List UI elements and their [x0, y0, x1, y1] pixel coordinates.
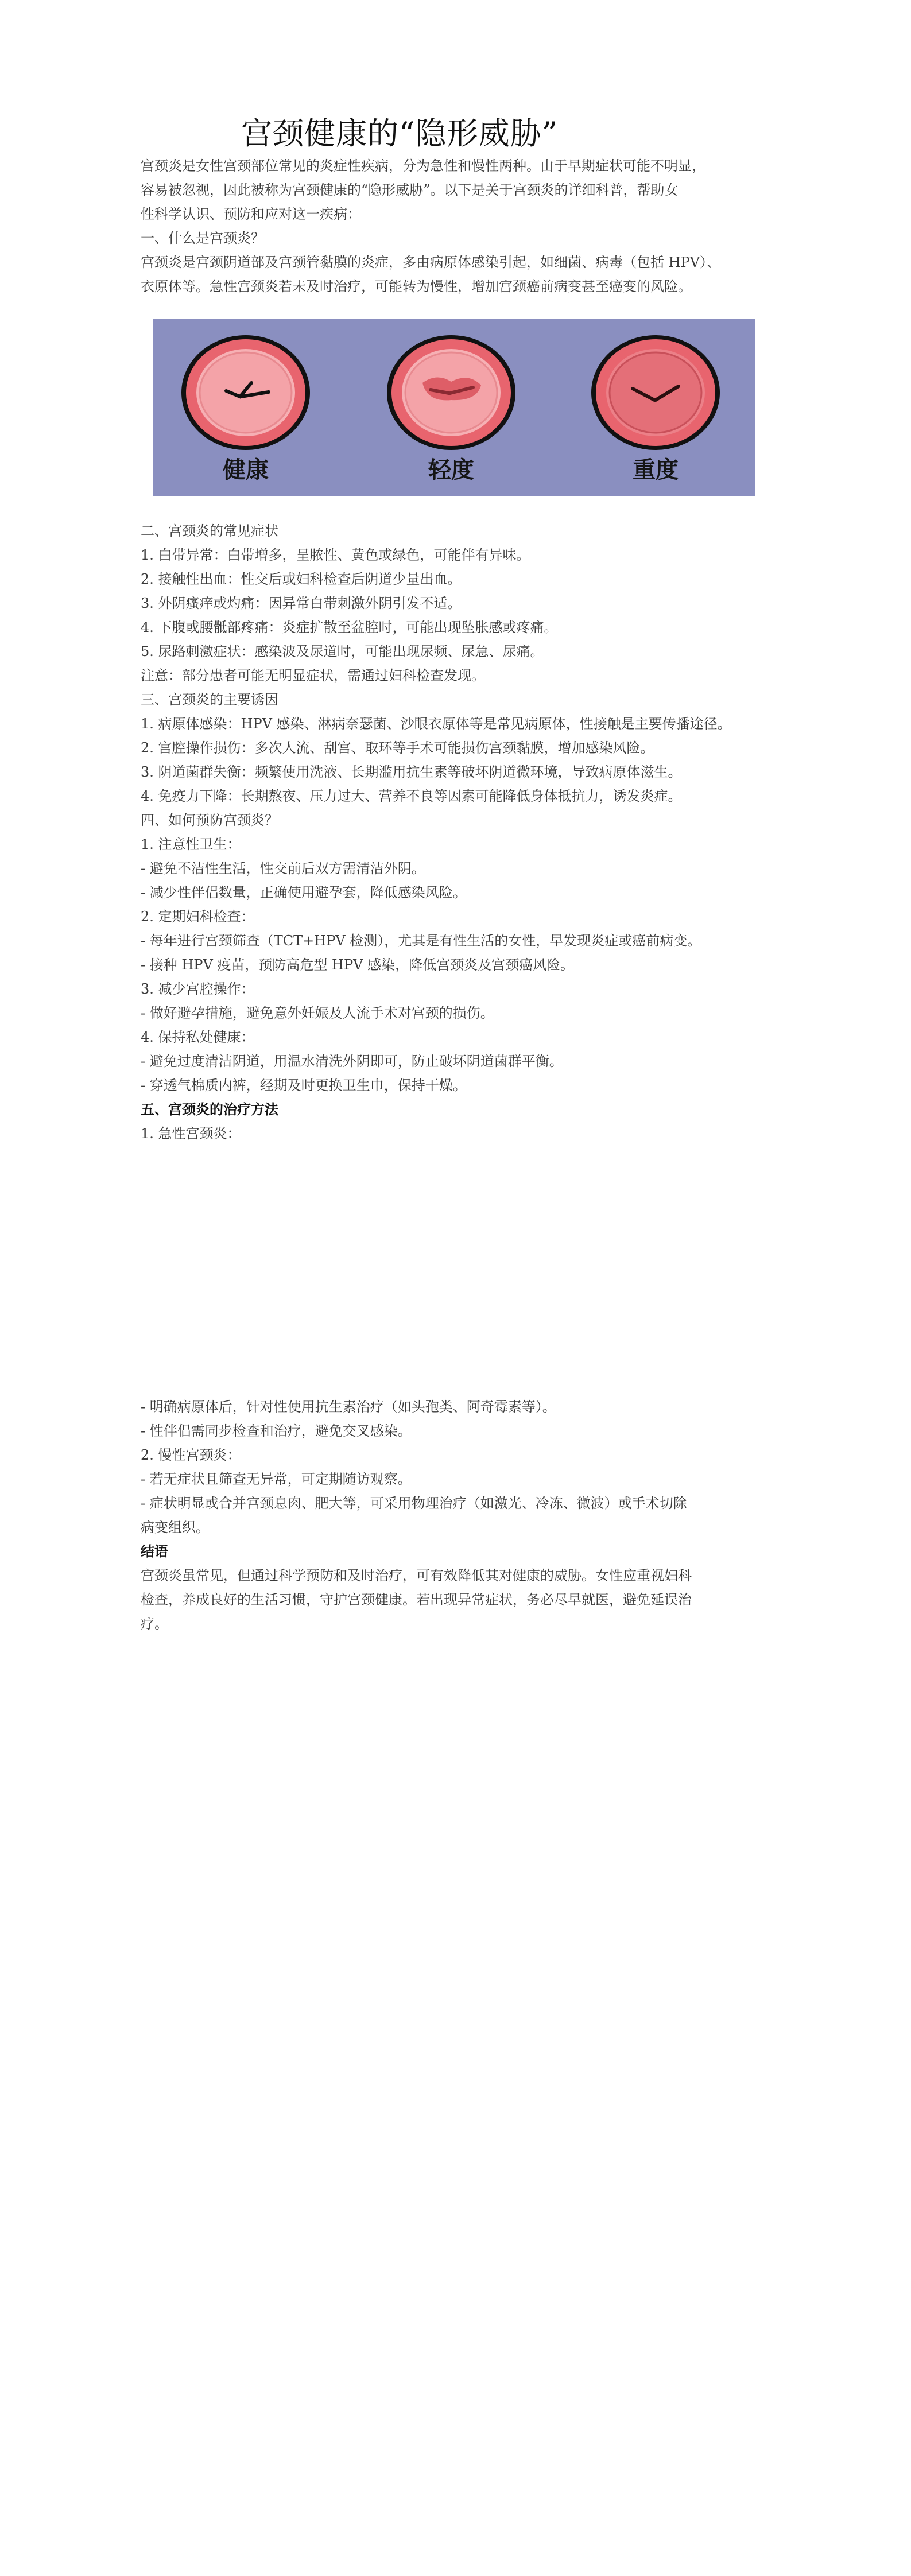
conclusion-line: 宫颈炎虽常见，但通过科学预防和及时治疗，可有效降低其对健康的威胁。女性应重视妇科: [141, 1568, 692, 1584]
list-item: 4. 保持私处健康：: [141, 1029, 255, 1045]
intro-line: 容易被忽视，因此被称为宫颈健康的“隐形威胁”。以下是关于宫颈炎的详细科普，帮助女: [141, 182, 679, 198]
intro-line: 性科学认识、预防和应对这一疾病：: [141, 206, 361, 222]
conclusion-line: 疗。: [141, 1616, 168, 1632]
section-symptoms: [141, 519, 778, 1146]
body-line: 宫颈炎是宫颈阴道部及宫颈管黏膜的炎症，多由病原体感染引起，如细菌、病毒（包括 HPV）、: [141, 254, 721, 270]
list-item: 1. 注意性卫生：: [141, 836, 241, 852]
section-heading: 五、宫颈炎的治疗方法: [141, 1101, 278, 1118]
figure-label-severe: 重度: [633, 457, 679, 483]
list-item: 病变组织。: [141, 1519, 210, 1535]
list-item: - 若无症状且筛查无异常，可定期随访观察。: [141, 1471, 412, 1487]
conclusion-line: 检查，养成良好的生活习惯，守护宫颈健康。若出现异常症状，务必尽早就医，避免延误治: [141, 1592, 692, 1608]
intro-line: 宫颈炎是女性宫颈部位常见的炎症性疾病，分为急性和慢性两种。由于早期症状可能不明显，: [141, 158, 705, 174]
list-item: 3. 阴道菌群失衡：频繁使用洗液、长期滥用抗生素等破坏阴道微环境，导致病原体滋生。: [141, 764, 682, 780]
list-item: 3. 外阴瘙痒或灼痛：因异常白带刺激外阴引发不适。: [141, 595, 462, 611]
severe-cervix-icon: [587, 332, 724, 453]
list-item: 2. 接触性出血：性交后或妇科检查后阴道少量出血。: [141, 571, 462, 587]
conclusion-heading: 结语: [141, 1543, 168, 1559]
list-item: 3. 减少宫腔操作：: [141, 981, 255, 997]
cervix-severity-illustration: [153, 319, 755, 496]
list-item: - 做好避孕措施，避免意外妊娠及人流手术对宫颈的损伤。: [141, 1005, 494, 1021]
section-what-is: [141, 226, 778, 298]
list-item: - 症状明显或合并宫颈息肉、肥大等，可采用物理治疗（如激光、冷冻、微波）或手术切除: [141, 1495, 687, 1511]
mild-cervix-icon: [382, 332, 520, 453]
figure-label-mild: 轻度: [428, 457, 474, 483]
note: 注意：部分患者可能无明显症状，需通过妇科检查发现。: [141, 668, 485, 684]
section-treatment: [141, 1395, 778, 1636]
body-line: 衣原体等。急性宫颈炎若未及时治疗，可能转为慢性，增加宫颈癌前病变甚至癌变的风险。: [141, 278, 692, 294]
list-item: 1. 白带异常：白带增多，呈脓性、黄色或绿色，可能伴有异味。: [141, 547, 530, 563]
list-item: 2. 定期妇科检查：: [141, 909, 255, 925]
section-heading: 三、宫颈炎的主要诱因: [141, 692, 278, 708]
list-item: 2. 慢性宫颈炎：: [141, 1447, 241, 1463]
section-heading: 二、宫颈炎的常见症状: [141, 523, 278, 539]
list-item: - 明确病原体后，针对性使用抗生素治疗（如头孢类、阿奇霉素等）。: [141, 1399, 556, 1415]
list-item: 5. 尿路刺激症状：感染波及尿道时，可能出现尿频、尿急、尿痛。: [141, 643, 544, 659]
document-title: 宫颈健康的“隐形威胁”: [241, 115, 559, 152]
list-item: 4. 下腹或腰骶部疼痛：炎症扩散至盆腔时，可能出现坠胀感或疼痛。: [141, 619, 558, 635]
section-heading: 四、如何预防宫颈炎？: [141, 812, 278, 828]
list-item: - 避免过度清洁阴道，用温水清洗外阴即可，防止破坏阴道菌群平衡。: [141, 1053, 563, 1069]
list-item: 2. 宫腔操作损伤：多次人流、刮宫、取环等手术可能损伤宫颈黏膜，增加感染风险。: [141, 740, 654, 756]
healthy-cervix-icon: [177, 332, 315, 453]
list-item: - 接种 HPV 疫苗，预防高危型 HPV 感染，降低宫颈炎及宫颈癌风险。: [141, 957, 575, 973]
intro-paragraph: [141, 154, 778, 226]
section-heading: 一、什么是宫颈炎？: [141, 230, 265, 246]
list-item: - 性伴侣需同步检查和治疗，避免交叉感染。: [141, 1423, 412, 1439]
figure-label-healthy: 健康: [223, 457, 269, 483]
list-item: - 减少性伴侣数量，正确使用避孕套，降低感染风险。: [141, 884, 467, 901]
list-item: - 避免不洁性生活，性交前后双方需清洁外阴。: [141, 860, 425, 876]
list-item: 4. 免疫力下降：长期熬夜、压力过大、营养不良等因素可能降低身体抵抗力，诱发炎症。: [141, 788, 682, 804]
list-item: - 每年进行宫颈筛查（TCT+HPV 检测），尤其是有性生活的女性，早发现炎症或癌前病变。: [141, 933, 701, 949]
list-item: 1. 急性宫颈炎：: [141, 1126, 241, 1142]
list-item: - 穿透气棉质内裤，经期及时更换卫生巾，保持干燥。: [141, 1077, 467, 1093]
list-item: 1. 病原体感染：HPV 感染、淋病奈瑟菌、沙眼衣原体等是常见病原体，性接触是主要传播途径。: [141, 716, 731, 732]
